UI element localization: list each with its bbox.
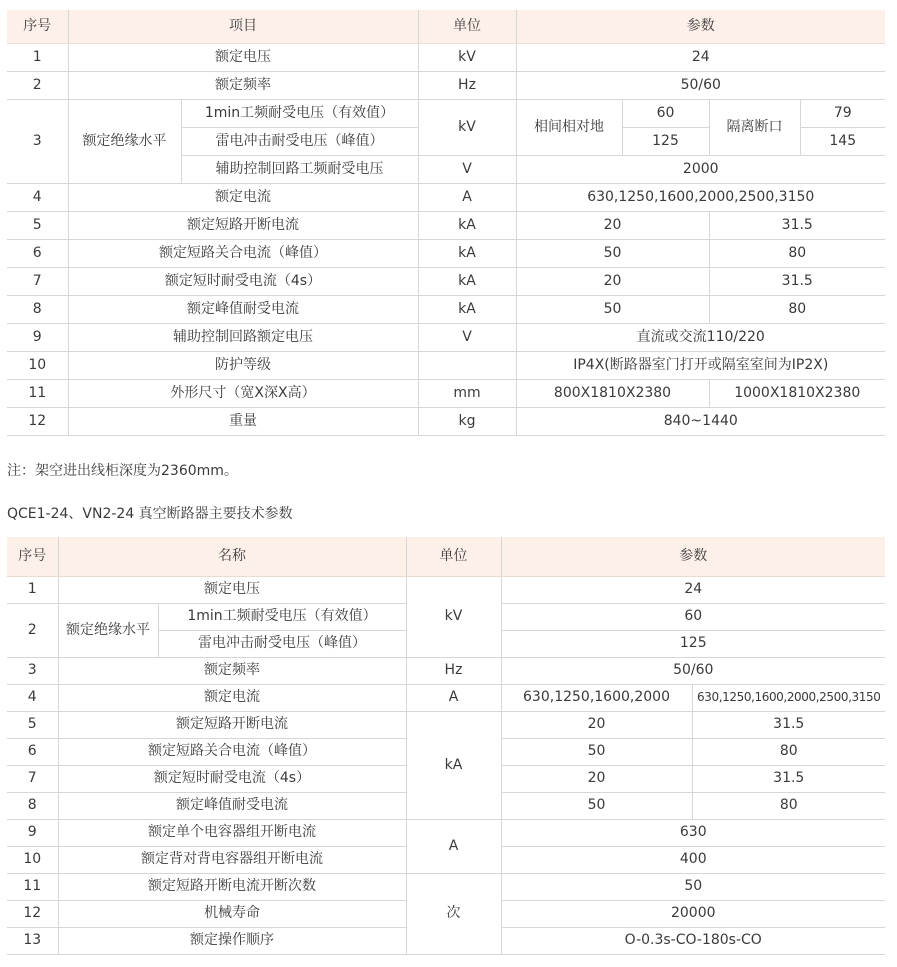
row-unit: kg: [418, 408, 516, 436]
row-no: 9: [7, 820, 58, 847]
row-value: 630,1250,1600,2000: [501, 685, 692, 712]
row-subitem: 1min工频耐受电压（有效值）: [181, 100, 418, 128]
row-value: 630: [501, 820, 885, 847]
row-no: 1: [7, 44, 68, 72]
table-row: [7, 658, 885, 685]
table-row: [7, 352, 885, 380]
row-item: 额定频率: [58, 658, 406, 685]
row-no: 8: [7, 793, 58, 820]
row-value: 50: [501, 793, 692, 820]
row-unit: V: [418, 324, 516, 352]
header-unit: 单位: [406, 537, 501, 577]
row-item: 机械寿命: [58, 901, 406, 928]
row-no: 9: [7, 324, 68, 352]
row-no: 5: [7, 212, 68, 240]
row-unit: kA: [406, 712, 501, 820]
row-value: 31.5: [709, 268, 885, 296]
header-name: 名称: [58, 537, 406, 577]
row-unit: kV: [406, 577, 501, 658]
row-value: IP4X(断路器室门打开或隔室室间为IP2X): [516, 352, 885, 380]
row-value: 24: [516, 44, 885, 72]
row-value: 630,1250,1600,2000,2500,3150: [692, 685, 885, 712]
table-row: [7, 685, 885, 712]
row-item: 额定操作顺序: [58, 928, 406, 955]
row-value: 80: [692, 793, 885, 820]
row-no: 4: [7, 184, 68, 212]
row-unit: [418, 352, 516, 380]
row-unit: kV: [418, 44, 516, 72]
row-value: 840~1440: [516, 408, 885, 436]
header-no: 序号: [7, 537, 58, 577]
row-value: 60: [501, 604, 885, 631]
row-value: 800X1810X2380: [516, 380, 709, 408]
table-header-row: [7, 10, 885, 44]
table-row: [7, 380, 885, 408]
row-value: 31.5: [709, 212, 885, 240]
phase-to-ground-label: 相间相对地: [516, 100, 622, 156]
row-value: 20: [501, 712, 692, 739]
row-item: 额定短路开断电流: [58, 712, 406, 739]
table-row: [7, 240, 885, 268]
row-item: 额定短时耐受电流（4s）: [68, 268, 418, 296]
row-value: 80: [709, 240, 885, 268]
row-unit: A: [406, 685, 501, 712]
row-group: 额定绝缘水平: [58, 604, 158, 658]
row-item: 辅助控制回路额定电压: [68, 324, 418, 352]
header-no: 序号: [7, 10, 68, 44]
row-value: 630,1250,1600,2000,2500,3150: [516, 184, 885, 212]
row-no: 3: [7, 658, 58, 685]
row-item: 额定频率: [68, 72, 418, 100]
row-item: 额定短路开断电流开断次数: [58, 874, 406, 901]
table-row: [7, 577, 885, 604]
table-row: [7, 408, 885, 436]
table-row: [7, 100, 885, 128]
row-item: 重量: [68, 408, 418, 436]
row-unit: kV: [418, 100, 516, 156]
table-row: [7, 324, 885, 352]
row-value: 80: [692, 739, 885, 766]
row-item: 额定电压: [58, 577, 406, 604]
row-value: 50: [501, 874, 885, 901]
row-value: 直流或交流110/220: [516, 324, 885, 352]
table-row: [7, 212, 885, 240]
footnote: 注：架空进出线柜深度为2360mm。: [7, 463, 238, 479]
row-value: 50: [516, 240, 709, 268]
row-unit: A: [406, 820, 501, 874]
row-subitem: 雷电冲击耐受电压（峰值）: [158, 631, 406, 658]
row-item: 额定峰值耐受电流: [58, 793, 406, 820]
row-unit: kA: [418, 240, 516, 268]
header-param: 参数: [516, 10, 885, 44]
row-unit: kA: [418, 296, 516, 324]
row-value: 50: [516, 296, 709, 324]
row-unit: kA: [418, 212, 516, 240]
row-value: 20: [516, 212, 709, 240]
row-value: 20: [501, 766, 692, 793]
row-item: 额定单个电容器组开断电流: [58, 820, 406, 847]
table-caption: QCE1-24、VN2-24 真空断路器主要技术参数: [7, 506, 293, 522]
switchgear-params-table: [7, 10, 885, 436]
row-value: O-0.3s-CO-180s-CO: [501, 928, 885, 955]
row-no: 7: [7, 268, 68, 296]
row-no: 13: [7, 928, 58, 955]
row-value: 20: [516, 268, 709, 296]
header-unit: 单位: [418, 10, 516, 44]
breaker-params-table: [7, 537, 885, 955]
table-header-row: [7, 537, 885, 577]
row-value: 145: [800, 128, 885, 156]
header-param: 参数: [501, 537, 885, 577]
row-item: 额定短路开断电流: [68, 212, 418, 240]
row-no: 10: [7, 352, 68, 380]
row-value: 50: [501, 739, 692, 766]
row-unit: 次: [406, 874, 501, 955]
table-row: [7, 820, 885, 847]
table-row: [7, 184, 885, 212]
row-item: 额定背对背电容器组开断电流: [58, 847, 406, 874]
row-unit: mm: [418, 380, 516, 408]
row-item: 额定电压: [68, 44, 418, 72]
table-row: [7, 296, 885, 324]
row-value: 31.5: [692, 766, 885, 793]
row-no: 1: [7, 577, 58, 604]
row-unit: kA: [418, 268, 516, 296]
row-value: 50/60: [501, 658, 885, 685]
row-no: 4: [7, 685, 58, 712]
table-row: [7, 72, 885, 100]
row-unit: V: [418, 156, 516, 184]
row-no: 11: [7, 874, 58, 901]
row-value: 50/60: [516, 72, 885, 100]
row-no: 2: [7, 604, 58, 658]
row-subitem: 辅助控制回路工频耐受电压: [181, 156, 418, 184]
row-subitem: 雷电冲击耐受电压（峰值）: [181, 128, 418, 156]
row-item: 额定短路关合电流（峰值）: [68, 240, 418, 268]
row-no: 6: [7, 739, 58, 766]
row-no: 7: [7, 766, 58, 793]
row-no: 12: [7, 901, 58, 928]
row-item: 额定短路关合电流（峰值）: [58, 739, 406, 766]
row-no: 11: [7, 380, 68, 408]
row-no: 8: [7, 296, 68, 324]
row-item: 额定短时耐受电流（4s）: [58, 766, 406, 793]
row-item: 额定电流: [68, 184, 418, 212]
row-value: 20000: [501, 901, 885, 928]
row-value: 31.5: [692, 712, 885, 739]
row-item: 额定峰值耐受电流: [68, 296, 418, 324]
header-item: 项目: [68, 10, 418, 44]
row-unit: Hz: [406, 658, 501, 685]
row-subitem: 1min工频耐受电压（有效值）: [158, 604, 406, 631]
table-row: [7, 874, 885, 901]
table-row: [7, 268, 885, 296]
row-no: 10: [7, 847, 58, 874]
row-item: 额定电流: [58, 685, 406, 712]
row-item: 防护等级: [68, 352, 418, 380]
row-unit: A: [418, 184, 516, 212]
row-no: 5: [7, 712, 58, 739]
row-value: 1000X1810X2380: [709, 380, 885, 408]
row-value: 80: [709, 296, 885, 324]
row-no: 3: [7, 100, 68, 184]
row-no: 6: [7, 240, 68, 268]
row-no: 2: [7, 72, 68, 100]
row-value: 400: [501, 847, 885, 874]
row-no: 12: [7, 408, 68, 436]
row-value: 2000: [516, 156, 885, 184]
table-row: [7, 44, 885, 72]
row-unit: Hz: [418, 72, 516, 100]
row-value: 24: [501, 577, 885, 604]
isolation-gap-label: 隔离断口: [709, 100, 800, 156]
row-item: 外形尺寸（宽X深X高）: [68, 380, 418, 408]
row-value: 125: [622, 128, 709, 156]
row-value: 125: [501, 631, 885, 658]
row-value: 60: [622, 100, 709, 128]
table-row: [7, 712, 885, 739]
row-value: 79: [800, 100, 885, 128]
row-group: 额定绝缘水平: [68, 100, 181, 184]
